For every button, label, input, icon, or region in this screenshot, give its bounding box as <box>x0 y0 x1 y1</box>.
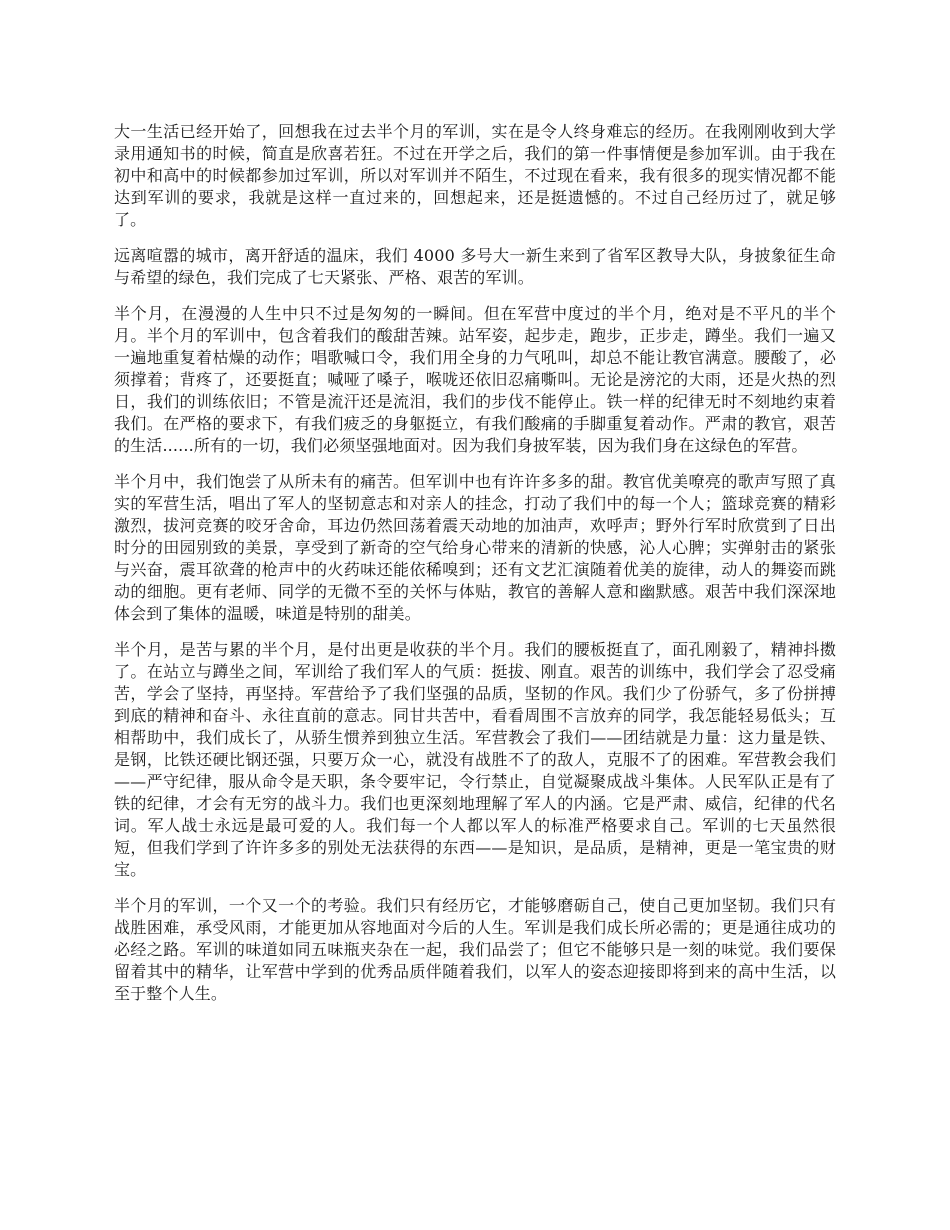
paragraph-4: 半个月中，我们饱尝了从所未有的痛苦。但军训中也有许许多多的甜。教官优美嘹亮的歌声写照了真实的军营生活，唱出了军人的坚韧意志和对亲人的挂念，打动了我们中的每一个人；篮球竞赛的精彩激烈，拔河竞赛的咬牙舍命，耳边仍然回荡着震天动地的加油声，欢呼声；野外行军时欣赏到了日出时分的田园别致的美景，享受到了新奇的空气给身心带来的清新的快感，沁人心脾；实弹射击的紧张与兴奋，震耳欲聋的枪声中的火药味还能依稀嗅到；还有文艺汇演随着优美的旋律，动人的舞姿而跳动的细胞。更有老师、同学的无微不至的关怀与体贴，教官的善解人意和幽默感。艰苦中我们深深地体会到了集体的温暖，味道是特别的甜美。 <box>114 472 836 623</box>
paragraph-6: 半个月的军训，一个又一个的考验。我们只有经历它，才能够磨砺自己，使自己更加坚韧。我们只有战胜困难，承受风雨，才能更加从容地面对今后的人生。军训是我们成长所必需的；更是通往成功的必经之路。军训的味道如同五味瓶夹杂在一起，我们品尝了；但它不能够只是一刻的味觉。我们要保留着其中的精华，让军营中学到的优秀品质伴随着我们，以军人的姿态迎接即将到来的高中生活，以至于整个人生。 <box>114 896 836 1003</box>
paragraph-2: 远离喧嚣的城市，离开舒适的温床，我们 4000 多号大一新生来到了省军区教导大队，身披象征生命与希望的绿色，我们完成了七天紧张、严格、艰苦的军训。 <box>114 246 836 287</box>
paragraph-1: 大一生活已经开始了，回想我在过去半个月的军训，实在是令人终身难忘的经历。在我刚刚收到大学录用通知书的时候，简直是欣喜若狂。不过在开学之后，我们的第一件事情便是参加军训。由于我在初中和高中的时候都参加过军训，所以对军训并不陌生，不过现在看来，我有很多的现实情况都不能达到军训的要求，我就是这样一直过来的，回想起来，还是挺遗憾的。不过自己经历过了，就足够了。 <box>114 122 836 229</box>
paragraph-5: 半个月，是苦与累的半个月，是付出更是收获的半个月。我们的腰板挺直了，面孔刚毅了，精神抖擞了。在站立与蹲坐之间，军训给了我们军人的气质：挺拔、刚直。艰苦的训练中，我们学会了忍受痛苦，学会了坚持，再坚持。军营给予了我们坚强的品质，坚韧的作风。我们少了份骄气，多了份拼搏到底的精神和奋斗、永往直前的意志。同甘共苦中，看看周围不言放弃的同学，我怎能轻易低头；互相帮助中，我们成长了，从骄生惯养到独立生活。军营教会了我们——团结就是力量：这力量是铁、是钢，比铁还硬比钢还强，只要万众一心，就没有战胜不了的敌人，克服不了的困难。军营教会我们——严守纪律，服从命令是天职，条令要牢记，令行禁止，自觉凝聚成战斗集体。人民军队正是有了铁的纪律，才会有无穷的战斗力。我们也更深刻地理解了军人的内涵。它是严肃、威信，纪律的代名词。军人战士永远是最可爱的人。我们每一个人都以军人的标准严格要求自己。军训的七天虽然很短，但我们学到了许许多多的别处无法获得的东西——是知识，是品质，是精神，更是一笔宝贵的财宝。 <box>114 640 836 879</box>
document-page <box>114 121 836 1019</box>
paragraph-3: 半个月，在漫漫的人生中只不过是匆匆的一瞬间。但在军营中度过的半个月，绝对是不平凡的半个月。半个月的军训中，包含着我们的酸甜苦辣。站军姿，起步走，跑步，正步走，蹲坐。我们一遍又一遍地重复着枯燥的动作；唱歌喊口令，我们用全身的力气吼叫，却总不能让教官满意。腰酸了，必须撑着；背疼了，还要挺直；喊哑了嗓子，喉咙还依旧忍痛嘶叫。无论是滂沱的大雨，还是火热的烈日，我们的训练依旧；不管是流汗还是流泪，我们的步伐不能停止。铁一样的纪律无时不刻地约束着我们。在严格的要求下，有我们疲乏的身躯挺立，有我们酸痛的手脚重复着动作。严肃的教官，艰苦的生活......所有的一切，我们必须坚强地面对。因为我们身披军装，因为我们身在这绿色的军营。 <box>114 304 836 455</box>
